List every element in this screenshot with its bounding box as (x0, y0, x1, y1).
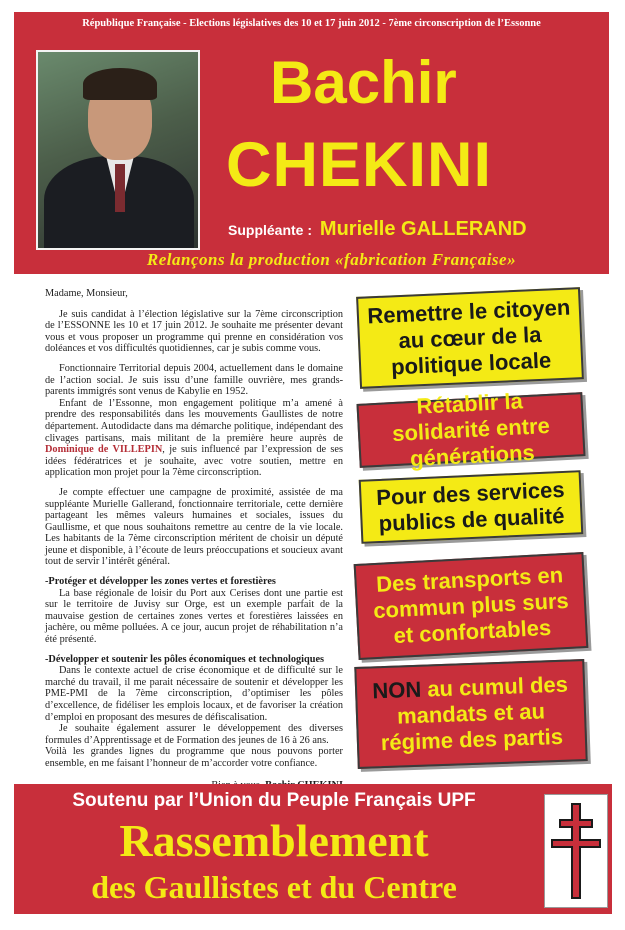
header-banner (14, 12, 609, 274)
cross-upper-inner (561, 821, 591, 826)
cross-of-lorraine-icon (544, 794, 608, 908)
cross-of-lorraine-svg (545, 795, 607, 907)
footer-party-subtitle: des Gaullistes et du Centre (91, 869, 457, 905)
letter-text: , je suis influencé par l’expression de ses idées fédératrices et je souhaite, avec votre soutien, mettre en application mon projet pour la 7ème circonscription. (45, 444, 343, 479)
candidate-photo (36, 50, 200, 250)
suppleante-label: Suppléante : (228, 222, 313, 238)
letter-paragraph: Fonctionnaire Territorial depuis 2004, actuellement dans le domaine de l’action social. Je suis issu d’une famille ouvrière, mes grands-parents immigrés sont venus de Kabylie en 1952. (45, 362, 343, 398)
pledge-text (363, 671, 580, 756)
letter-paragraph: Dans le contexte actuel de crise économique et de difficulté sur le marché du travail, il me parait nécessaire de soutenir et développer les PME-PMI de la 7ème circonscription, d’optimiser les pôles d’excellence, de fidéliser les emplois locaux, et de favoriser la création d’emploi en proposant des mesures de défiscalisation. (45, 665, 343, 723)
pledge-services-publics (359, 470, 584, 544)
pledge-text: Remettre le citoyen au cœur de la politique locale (366, 294, 571, 380)
photo-hair (83, 68, 157, 100)
pledge-transports (354, 552, 589, 660)
footer-support-line: Soutenu par l’Union du Peuple Français UPF (72, 790, 476, 811)
letter-text: Enfant de l’Essonne, mon engagement politique m’a amené à prendre des responsabilités dans les mouvements Gaullistes de notre département. Autodidacte dans ma démarche politique, indépendant des clivages partisans, mais militant de la première heure auprès de (45, 397, 343, 444)
letter-salutation: Madame, Monsieur, (45, 288, 128, 299)
pledge-non-cumul (354, 659, 587, 769)
candidate-first-name: Bachir (270, 49, 457, 116)
letter-paragraph: La base régionale de loisir du Port aux Cerises dont une partie est sur le territoire de Juvisy sur Orge, est un exemple parfait de la mauvaise gestion de certaines zones vertes et forestières laissées en jachère, ou même polluées. A ce jour, aucun projet de réhabilitation n’a été présenté. (45, 587, 343, 646)
footer-banner (14, 784, 612, 914)
letter-paragraph: Je compte effectuer une campagne de proximité, assistée de ma suppléante Murielle Gallerand, fonctionnaire territoriale, cette dernière partageant les mêmes valeurs humaines et sociales, issues du Gaullisme, et que nous souhaitons remettre au centre de la vie locale. Les habitants de la 7ème circonscription méritent de choisir un député jeune et disponible, à l’écoute de leurs préoccupations et soucieux avant tout de servir l’intérêt général. (45, 486, 343, 568)
pledge-non-word: NON (371, 676, 422, 704)
letter-subheading: -Protéger et développer les zones vertes et forestières (45, 576, 276, 588)
footer-party-title: Rassemblement (119, 815, 429, 866)
pledge-text: Rétablir la solidarité entre générations (391, 388, 551, 472)
letter-paragraph: Voilà les grandes lignes du programme que nous pouvons porter ensemble, en me faisant l’honneur de m’accorder votre confiance. (45, 746, 343, 769)
letter-paragraph (45, 398, 343, 479)
election-topline: République Française - Elections législatives des 10 et 17 juin 2012 - 7ème circonscription de l’Essonne (82, 18, 541, 29)
letter-paragraph: Je suis candidat à l’élection législative sur la 7ème circonscription de l’ESSONNE les 10 et 17 juin 2012. Je souhaite me présenter devant vous et vous proposer un programme qui prenne en considération vos doléances et vos difficultés quotidiennes, car je subis comme vous. (45, 308, 343, 355)
pledge-rest: au cumul des mandats et au régime des partis (380, 671, 569, 756)
suppleante-line (228, 218, 527, 241)
campaign-slogan: Relançons la production «fabrication Française» (146, 250, 517, 269)
pledge-solidarite (356, 388, 585, 472)
letter-paragraph: Je souhaite également assurer le développement des diverses formules d’Apprentissage et de Formation des jeunes de 16 à 26 ans. (45, 723, 343, 746)
candidate-letter (45, 288, 343, 791)
cross-lower-inner (553, 841, 599, 846)
pledge-text: Pour des services publics de qualité (375, 476, 566, 537)
photo-tie (115, 164, 125, 212)
candidate-last-name: CHEKINI (226, 130, 493, 200)
pledge-citoyen (356, 287, 584, 389)
pledge-text: Des transports en commun plus surs et confortables (372, 562, 570, 649)
letter-subheading: -Développer et soutenir les pôles économiques et technologiques (45, 653, 325, 665)
cross-vertical-inner (573, 805, 579, 897)
suppleante-name: Murielle GALLERAND (319, 218, 527, 240)
villepin-name: Dominique de VILLEPIN (45, 444, 163, 456)
